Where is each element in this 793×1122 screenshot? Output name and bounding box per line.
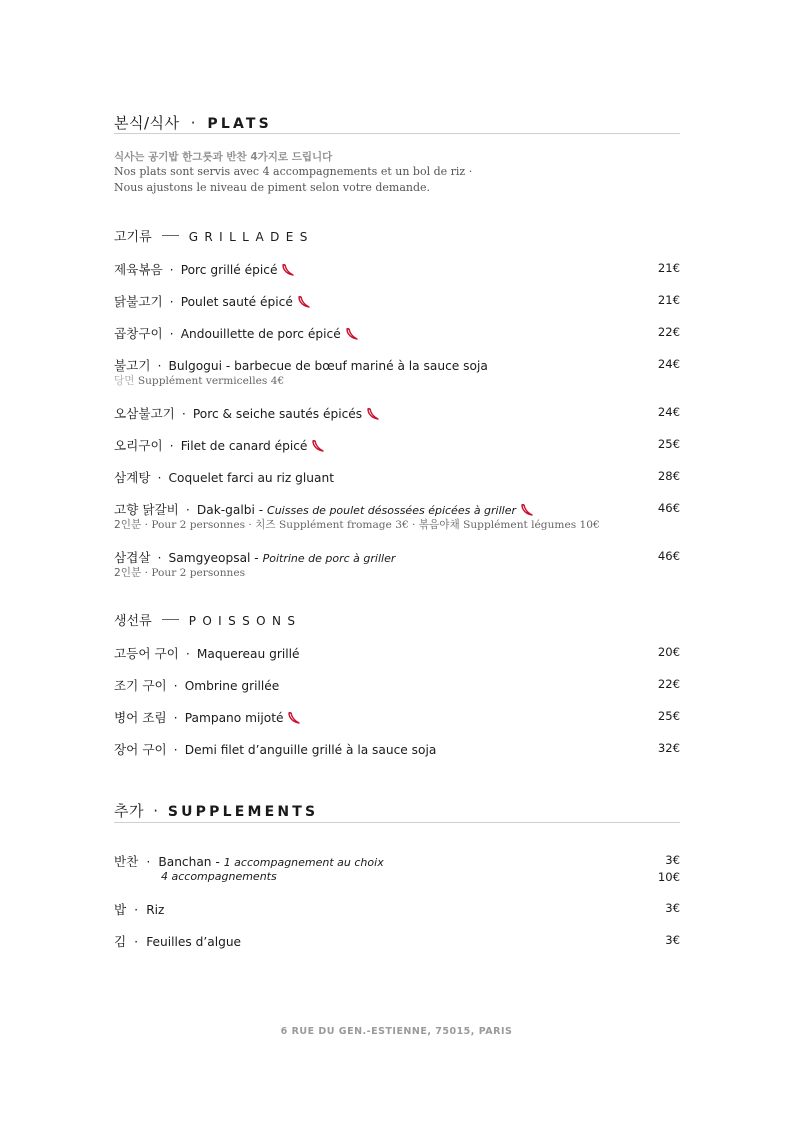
item-name-fr: Dak-galbi - bbox=[196, 503, 268, 517]
item-name-ko: 조기 구이 bbox=[114, 678, 167, 693]
item-name-fr: Coquelet farci au riz gluant bbox=[168, 471, 334, 485]
section-rule bbox=[114, 822, 680, 823]
menu-item bbox=[114, 355, 488, 374]
item-name-ko: 고향 닭갈비 bbox=[114, 502, 179, 517]
item-price: 24€ bbox=[657, 405, 680, 419]
item-separator: · bbox=[146, 854, 151, 869]
chili-pepper-icon bbox=[311, 440, 325, 452]
item-subline bbox=[114, 373, 284, 388]
subline-ko: 치즈 bbox=[255, 519, 276, 531]
item-price: 24€ bbox=[657, 357, 680, 371]
item-separator: · bbox=[157, 358, 162, 373]
item-subline bbox=[114, 517, 600, 532]
item-name-fr: Poulet sauté épicé bbox=[180, 295, 293, 309]
item-price: 20€ bbox=[657, 645, 680, 659]
title-ko: 본식/식사 bbox=[114, 114, 180, 132]
menu-item bbox=[114, 291, 311, 310]
menu-item bbox=[114, 435, 325, 454]
chili-pepper-icon bbox=[345, 328, 359, 340]
menu-item bbox=[114, 323, 359, 342]
item-subline bbox=[114, 565, 245, 580]
subline-ko: 볶음야채 bbox=[418, 519, 460, 531]
menu-item bbox=[114, 899, 164, 918]
item-separator: · bbox=[134, 934, 139, 949]
item-separator: · bbox=[134, 902, 139, 917]
item-name-ko: 오삼불고기 bbox=[114, 406, 175, 421]
item-name-ko: 장어 구이 bbox=[114, 742, 167, 757]
menu-item bbox=[114, 707, 301, 726]
intro-fr-line-2: Nous ajustons le niveau de piment selon votre demande. bbox=[114, 181, 431, 194]
section-rule bbox=[114, 133, 680, 134]
item-price: 22€ bbox=[657, 677, 680, 691]
item-price: 32€ bbox=[657, 741, 680, 755]
item-price: 28€ bbox=[657, 469, 680, 483]
item-name-ko: 곱창구이 bbox=[114, 326, 163, 341]
item-name-ko: 불고기 bbox=[114, 358, 151, 373]
item-price: 3€ bbox=[665, 933, 680, 947]
section-title-supplements bbox=[114, 800, 318, 821]
item-name-ko: 닭불고기 bbox=[114, 294, 163, 309]
subline-ko: 2인분 bbox=[114, 567, 142, 579]
item-name-fr: Samgyeopsal - bbox=[168, 551, 263, 565]
item-price: 25€ bbox=[657, 709, 680, 723]
item-name-ko: 삼겹살 bbox=[114, 550, 151, 565]
item-separator: · bbox=[173, 742, 178, 757]
title-separator: · bbox=[153, 802, 159, 820]
item-price: 3€ bbox=[665, 901, 680, 915]
title-ko: 추가 bbox=[114, 802, 144, 820]
item-name-ko: 김 bbox=[114, 934, 127, 949]
item-price: 21€ bbox=[657, 261, 680, 275]
intro-fr-line-1: Nos plats sont servis avec 4 accompagnements et un bol de riz · bbox=[114, 165, 473, 178]
subline-fr: Supplément fromage 3€ · bbox=[275, 519, 419, 531]
item-name-fr: Porc grillé épicé bbox=[180, 263, 278, 277]
item-name-ko: 밥 bbox=[114, 902, 127, 917]
menu-item bbox=[114, 259, 295, 278]
item-name-ko: 제육볶음 bbox=[114, 262, 163, 277]
item-separator: · bbox=[169, 438, 174, 453]
item-price: 10€ bbox=[657, 870, 680, 884]
chili-pepper-icon bbox=[281, 264, 295, 276]
title-separator: · bbox=[190, 114, 197, 132]
item-name-ko: 삼계탕 bbox=[114, 470, 151, 485]
item-price: 46€ bbox=[657, 501, 680, 515]
item-separator: · bbox=[169, 294, 174, 309]
category-grillades bbox=[114, 226, 314, 245]
section-title-plats bbox=[114, 112, 272, 133]
chili-pepper-icon bbox=[366, 408, 380, 420]
item-description-line bbox=[161, 868, 277, 883]
category-ko: 생선류 bbox=[114, 614, 152, 629]
subline-fr: Supplément vermicelles 4€ bbox=[137, 375, 285, 387]
item-description: 4 accompagnements bbox=[161, 870, 277, 883]
item-separator: · bbox=[169, 326, 174, 341]
category-ko: 고기류 bbox=[114, 230, 152, 245]
chili-pepper-icon bbox=[520, 504, 534, 516]
menu-item bbox=[114, 547, 395, 566]
subline-fr: Supplément légumes 10€ bbox=[459, 519, 600, 531]
subline-ko: 당면 bbox=[114, 375, 135, 387]
title-fr: SUPPLEMENTS bbox=[167, 804, 319, 820]
item-name-fr: Feuilles d’algue bbox=[146, 935, 242, 949]
item-separator: · bbox=[157, 550, 162, 565]
item-description: Cuisses de poulet désossées épicées à griller bbox=[267, 504, 517, 517]
category-dash bbox=[162, 619, 179, 620]
item-separator: · bbox=[185, 646, 190, 661]
item-separator: · bbox=[185, 502, 190, 517]
item-name-ko: 병어 조림 bbox=[114, 710, 167, 725]
intro-ko: 식사는 공기밥 한그릇과 반찬 4가지로 드립니다 bbox=[114, 151, 333, 163]
item-name-fr: Demi filet d’anguille grillé à la sauce soja bbox=[184, 743, 437, 757]
title-fr: PLATS bbox=[207, 116, 272, 132]
item-name-fr: Riz bbox=[146, 903, 165, 917]
item-price: 3€ bbox=[665, 853, 680, 867]
item-name-ko: 반찬 bbox=[114, 854, 139, 869]
item-name-fr: Filet de canard épicé bbox=[180, 439, 308, 453]
menu-item bbox=[114, 467, 334, 486]
item-name-fr: Pampano mijoté bbox=[184, 711, 284, 725]
item-name-fr: Ombrine grillée bbox=[184, 679, 280, 693]
menu-item bbox=[114, 499, 534, 518]
subline-fr: · Pour 2 personnes bbox=[141, 567, 246, 579]
item-description: Poitrine de porc à griller bbox=[262, 552, 396, 565]
item-name-ko: 고등어 구이 bbox=[114, 646, 179, 661]
item-price: 25€ bbox=[657, 437, 680, 451]
category-poissons bbox=[114, 610, 301, 629]
menu-item bbox=[114, 675, 279, 694]
item-name-fr: Andouillette de porc épicé bbox=[180, 327, 341, 341]
category-fr: POISSONS bbox=[188, 614, 302, 628]
subline-ko: 2인분 bbox=[114, 519, 142, 531]
subline-fr: · Pour 2 personnes · bbox=[141, 519, 256, 531]
category-dash bbox=[162, 235, 179, 236]
item-name-fr: Banchan - bbox=[158, 855, 224, 869]
item-name-ko: 오리구이 bbox=[114, 438, 163, 453]
item-price: 22€ bbox=[657, 325, 680, 339]
chili-pepper-icon bbox=[297, 296, 311, 308]
item-separator: · bbox=[173, 710, 178, 725]
menu-item bbox=[114, 739, 436, 758]
item-separator: · bbox=[173, 678, 178, 693]
item-price: 46€ bbox=[657, 549, 680, 563]
item-name-fr: Bulgogui - barbecue de bœuf mariné à la sauce soja bbox=[168, 359, 488, 373]
item-description: 1 accompagnement au choix bbox=[223, 856, 384, 869]
category-fr: GRILLADES bbox=[188, 230, 314, 244]
item-separator: · bbox=[169, 262, 174, 277]
menu-item bbox=[114, 931, 241, 950]
item-name-fr: Maquereau grillé bbox=[196, 647, 300, 661]
chili-pepper-icon bbox=[287, 712, 301, 724]
item-separator: · bbox=[181, 406, 186, 421]
footer-address: 6 RUE DU GEN.-ESTIENNE, 75015, PARIS bbox=[280, 1026, 513, 1037]
item-separator: · bbox=[157, 470, 162, 485]
menu-item bbox=[114, 403, 380, 422]
menu-item bbox=[114, 643, 300, 662]
item-name-fr: Porc & seiche sautés épicés bbox=[192, 407, 363, 421]
item-price: 21€ bbox=[657, 293, 680, 307]
